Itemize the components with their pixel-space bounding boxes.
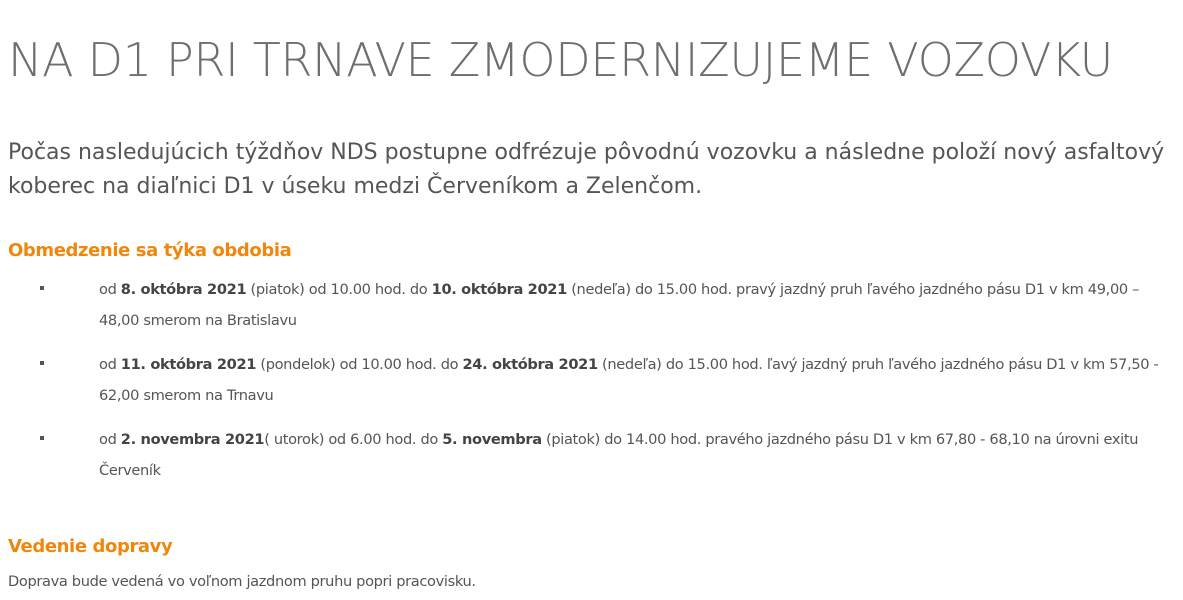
- item-date-from: 8. októbra 2021: [120, 281, 247, 298]
- item-date-from: 2. novembra 2021: [120, 431, 265, 448]
- intro-paragraph: Počas nasledujúcich týždňov NDS postupne odfrézuje pôvodnú vozovku a následne položí nový asfaltový koberec na diaľnici D1 v úseku medzi Červeníkom a Zelenčom.: [8, 140, 1165, 199]
- item-text: (nedeľa) do 15.00 hod. ľavý jazdný pruh ľavého jazdného pásu D1 v km 57,50 - 62,00 smerom na Trnavu: [99, 356, 1159, 404]
- item-text: ( utorok) od 6.00 hod. do: [264, 431, 443, 448]
- item-date-to: 10. októbra 2021: [431, 281, 567, 298]
- item-date-from: 11. októbra 2021: [120, 356, 257, 373]
- restrictions-list: [0, 274, 1183, 499]
- page-title: NA D1 PRI TRNAVE ZMODERNIZUJEME VOZOVKU: [8, 33, 1114, 87]
- item-text: od: [99, 281, 121, 298]
- restrictions-heading: Obmedzenie sa týka obdobia: [8, 240, 292, 261]
- traffic-heading: Vedenie dopravy: [8, 536, 173, 557]
- list-item: [0, 274, 1183, 336]
- item-text: (piatok) od 10.00 hod. do: [246, 281, 432, 298]
- traffic-text: Doprava bude vedená vo voľnom jazdnom pruhu popri pracovisku.: [8, 573, 476, 590]
- item-text: (pondelok) od 10.00 hod. do: [256, 356, 463, 373]
- list-item: [0, 349, 1183, 411]
- item-text: od: [99, 431, 121, 448]
- item-date-to: 24. októbra 2021: [462, 356, 598, 373]
- item-date-to: 5. novembra: [442, 431, 542, 448]
- bullet-icon: [40, 286, 44, 290]
- list-item: [0, 424, 1183, 486]
- bullet-icon: [40, 361, 44, 365]
- item-text: (nedeľa) do 15.00 hod. pravý jazdný pruh ľavého jazdného pásu D1 v km 49,00 – 48,00 smerom na Bratislavu: [99, 281, 1140, 329]
- bullet-icon: [40, 436, 44, 440]
- item-text: od: [99, 356, 121, 373]
- item-text: (piatok) do 14.00 hod. pravého jazdného pásu D1 v km 67,80 - 68,10 na úrovni exitu Červeník: [99, 431, 1139, 479]
